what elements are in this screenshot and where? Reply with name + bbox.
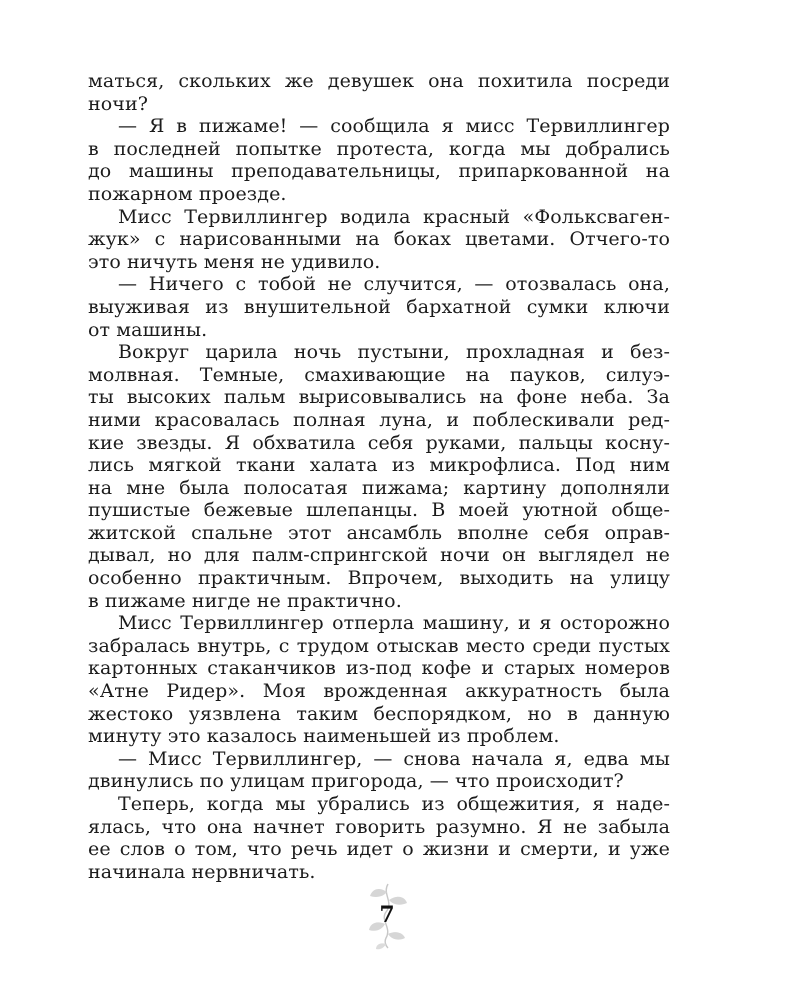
text-line: минуту это казалось наименьшей из проблем. [88,725,560,748]
text-line: до машины преподавательницы, припаркованной на [88,160,670,183]
text-line: — Мисс Тервиллингер, — снова начала я, едва мы [118,747,670,770]
text-line: Мисс Тервиллингер отперла машину, и я осторожно [118,612,670,635]
text-line: пожарном проезде. [88,182,287,205]
text-line: пушистые бежевые шлепанцы. В моей уютной обще- [88,499,670,522]
text-line: особенно практичным. Впрочем, выходить на улицу [88,567,670,590]
page-number: 7 [379,902,395,928]
text-line: ты высоких пальм вырисовывались на фоне неба. За [88,386,670,409]
text-line: лись мягкой ткани халата из микрофлиса. Под ним [88,454,670,477]
text-line: забралась внутрь, с трудом отыскав место среди пустых [88,634,670,657]
text-line: выуживая из внушительной бархатной сумки ключи [88,295,670,318]
text-line: от машины. [88,318,208,341]
text-line: жук» с нарисованными на боках цветами. Отчего-то [88,228,670,251]
text-line: «Атне Ридер». Моя врожденная аккуратность была [88,680,670,703]
text-line: начинала нервничать. [88,860,316,883]
text-line: в пижаме нигде не практично. [88,589,402,612]
text-line: в последней попытке протеста, когда мы добрались [88,137,670,160]
text-line: кие звезды. Я обхватила себя руками, пальцы косну- [88,431,670,454]
text-line: это ничуть меня не удивило. [88,250,381,273]
text-line: маться, скольких же девушек она похитила посреди [88,70,670,92]
text-line: — Ничего с тобой не случится, — отозвалась она, [118,273,670,296]
text-line: двинулись по улицам пригорода, — что происходит? [88,770,624,793]
text-line: ее слов о том, что речь идет о жизни и смерти, и уже [88,838,670,861]
text-line: житской спальне этот ансамбль вполне себя оправ- [88,521,670,544]
text-line: картонных стаканчиков из-под кофе и старых номеров [88,657,670,680]
text-line: — Я в пижаме! — сообщила я мисс Тервиллингер [118,115,670,138]
body-text [88,70,670,883]
text-line: ялась, что она начнет говорить разумно. Я не забыла [88,815,670,838]
text-line: молвная. Темные, смахивающие на пауков, силуэ- [88,363,670,386]
text-line: дывал, но для палм-спрингской ночи он выглядел не [88,544,670,567]
text-line: жестоко уязвлена таким беспорядком, но в данную [88,702,670,725]
text-line: Теперь, когда мы убрались из общежития, я наде- [118,793,670,815]
text-line: Вокруг царила ночь пустыни, прохладная и без- [118,341,670,364]
text-line: на мне была полосатая пижама; картину дополняли [88,476,670,499]
text-line: ночи? [88,92,149,115]
text-line: Мисс Тервиллингер водила красный «Фольксваген- [118,205,670,228]
text-line: ними красовалась полная луна, и поблескивали ред- [88,408,670,431]
